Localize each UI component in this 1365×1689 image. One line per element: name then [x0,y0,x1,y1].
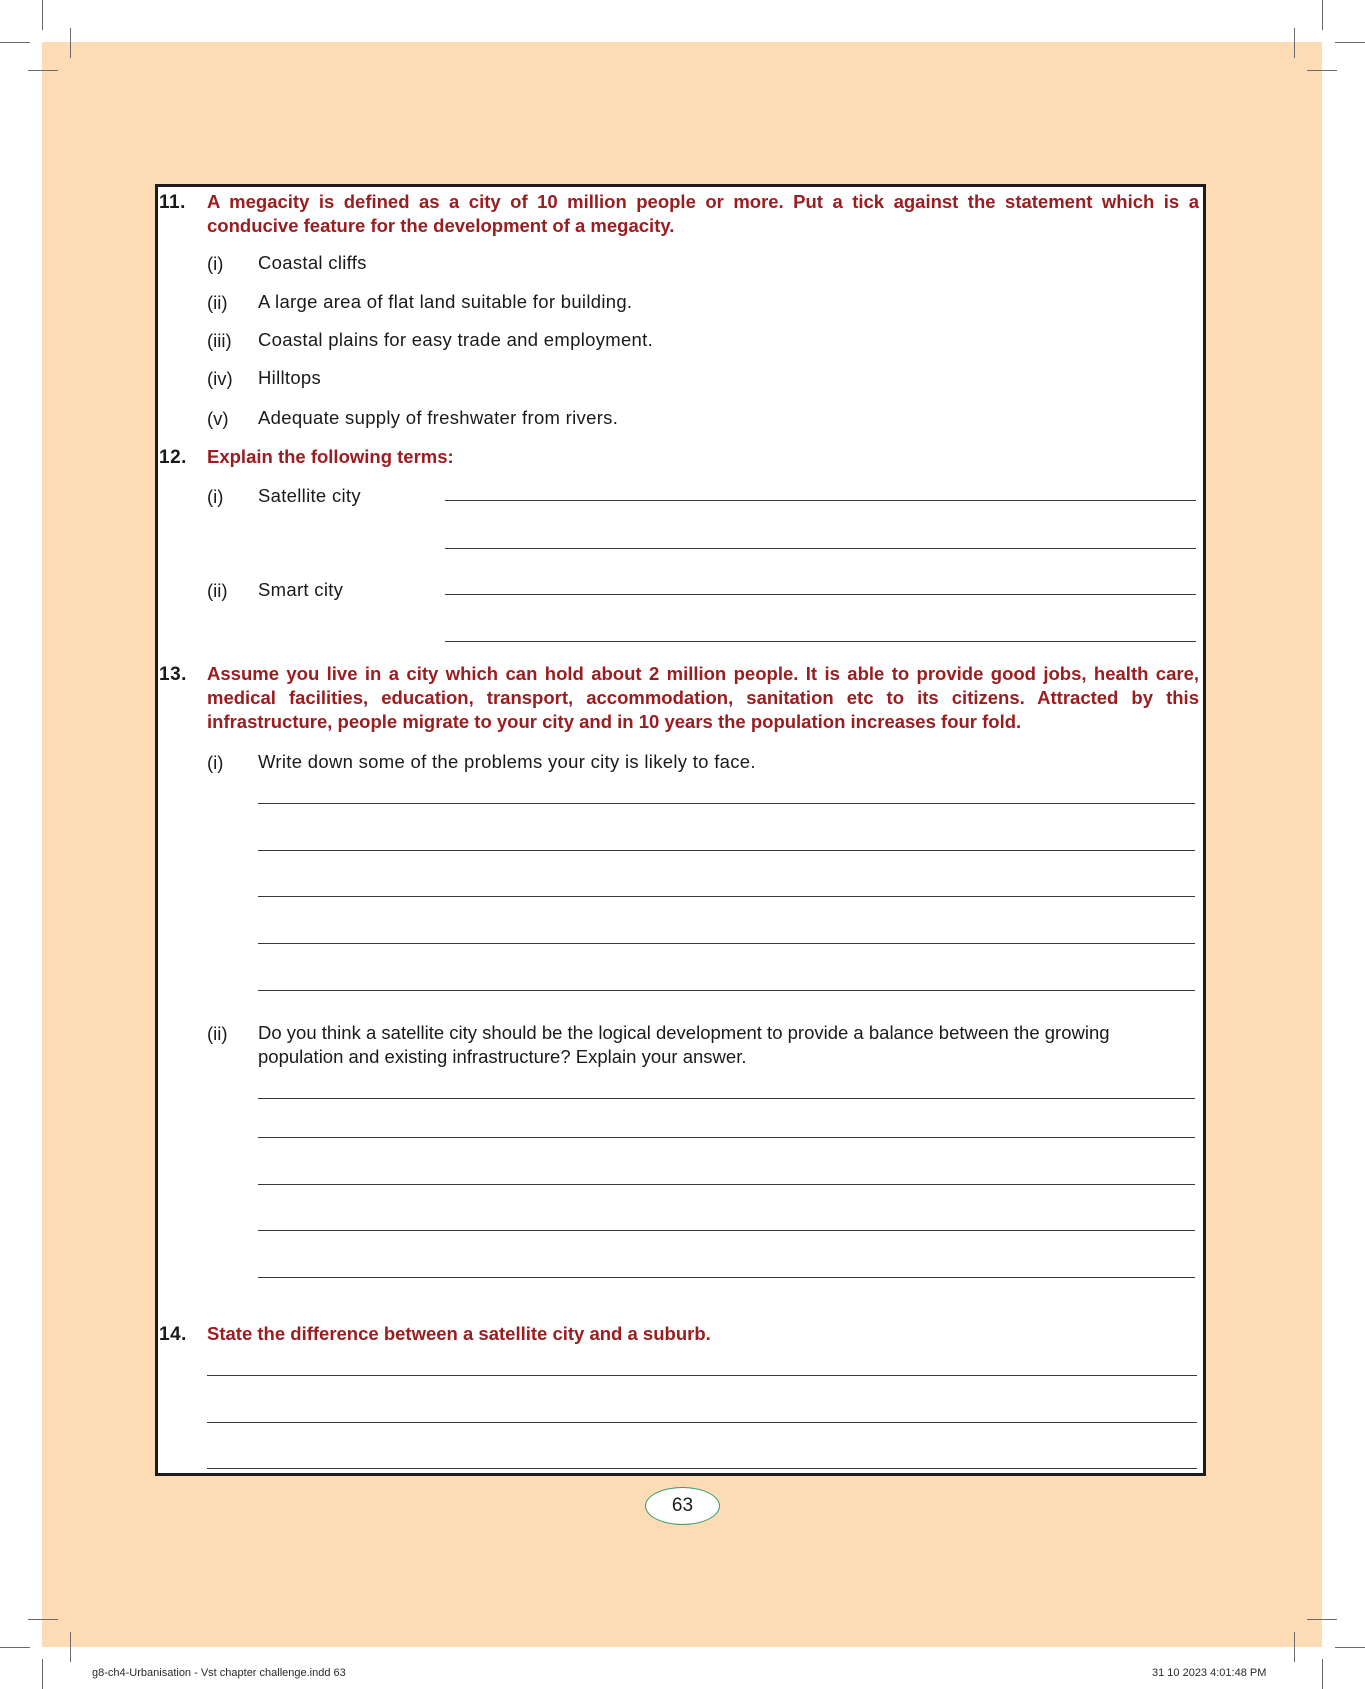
q12-number: 12. [159,447,187,468]
q11-number: 11. [159,192,186,213]
answer-line[interactable] [258,896,1195,897]
answer-line[interactable] [258,990,1195,991]
answer-line[interactable] [445,594,1196,595]
q12-term-text: Smart city [258,579,344,600]
answer-line[interactable] [445,500,1196,501]
q12-term-label: (i) [207,486,224,507]
crop-mark [0,42,30,43]
crop-mark [1322,1659,1323,1689]
crop-mark [42,1659,43,1689]
answer-line[interactable] [258,850,1195,851]
footer-timestamp: 31 10 2023 4:01:48 PM [1152,1667,1267,1679]
answer-line[interactable] [258,1230,1195,1231]
answer-line[interactable] [258,1098,1195,1099]
q13-text: Assume you live in a city which can hold about 2 million people. It is able to provide good jobs, health care, medical facilities, education, transport, accommodation, sanitation etc to its citizens. Attracted by this infrastructure, people migrate to your city and in 10 years the population increases four fold. [207,663,1199,732]
q11-text: A megacity is defined as a city of 10 million people or more. Put a tick against the statement which is a conducive feature for the development of a megacity. [207,191,1199,236]
answer-line[interactable] [207,1375,1197,1376]
q14-text: State the difference between a satellite city and a suburb. [207,1323,711,1344]
q11-option-label: (iii) [207,330,232,351]
answer-line[interactable] [445,548,1196,549]
answer-line[interactable] [258,1184,1195,1185]
q11-option-text: Coastal plains for easy trade and employment. [258,329,654,350]
q13-number: 13. [159,664,187,685]
answer-line[interactable] [258,943,1195,944]
crop-mark [1307,70,1337,71]
q13-part-text: Write down some of the problems your city is likely to face. [258,751,756,772]
crop-mark [70,28,71,58]
crop-mark [1294,28,1295,58]
q11-option-label: (i) [207,253,224,274]
answer-line[interactable] [258,1137,1195,1138]
q11-option-text: A large area of flat land suitable for building. [258,291,633,312]
answer-line[interactable] [207,1422,1197,1423]
crop-mark [1322,0,1323,30]
q11-option-text: Adequate supply of freshwater from rivers. [258,407,619,428]
answer-line[interactable] [445,641,1196,642]
crop-mark [1335,42,1365,43]
q13-part-label: (ii) [207,1023,228,1044]
crop-mark [1335,1647,1365,1648]
answer-line[interactable] [258,1277,1195,1278]
q12-text: Explain the following terms: [207,446,454,467]
crop-mark [28,70,58,71]
crop-mark [1294,1632,1295,1662]
crop-mark [42,0,43,30]
page-number: 63 [645,1487,720,1525]
q11-option-label: (v) [207,408,229,429]
q11-option-label: (ii) [207,292,228,313]
q11-option-text: Hilltops [258,367,322,388]
crop-mark [0,1647,30,1648]
q12-term-label: (ii) [207,580,228,601]
q11-option-text: Coastal cliffs [258,252,367,273]
answer-line[interactable] [207,1468,1197,1469]
q13-part-label: (i) [207,752,224,773]
crop-mark [70,1632,71,1662]
answer-line[interactable] [258,803,1195,804]
crop-mark [1307,1619,1337,1620]
q11-option-label: (iv) [207,368,233,389]
footer-file-info: g8-ch4-Urbanisation - Vst chapter challenge.indd 63 [92,1667,346,1679]
q13-part-text: Do you think a satellite city should be the logical development to provide a balance between the growing population and existing infrastructure? Explain your answer. [258,1022,1110,1067]
q14-number: 14. [159,1324,187,1345]
q12-term-text: Satellite city [258,485,361,506]
crop-mark [28,1619,58,1620]
